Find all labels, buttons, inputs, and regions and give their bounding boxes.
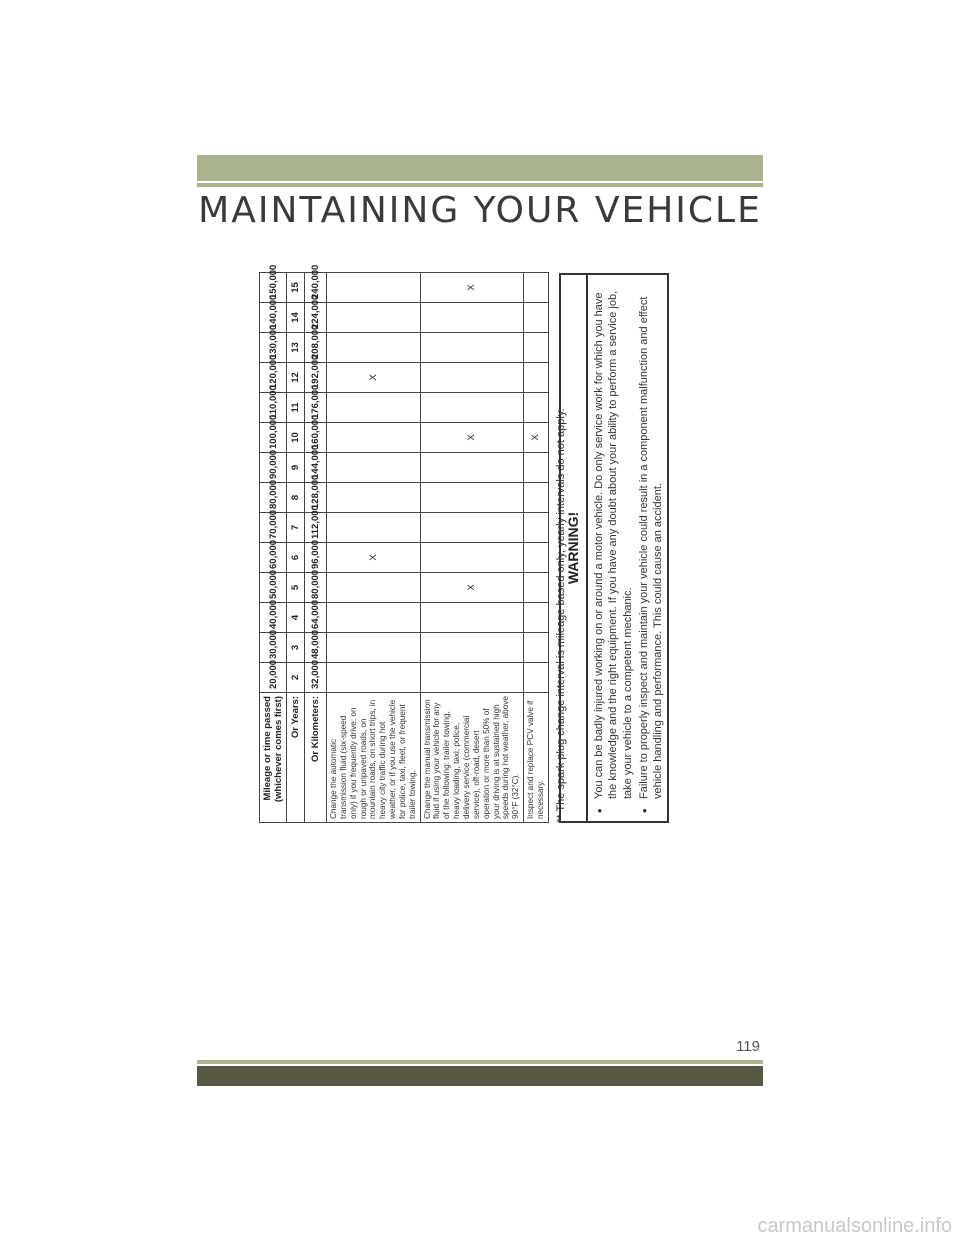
km-row-cell: 176,000: [305, 393, 327, 423]
rotated-content: [259, 264, 669, 823]
warning-title: WARNING!: [561, 275, 588, 821]
service-mark-cell: [524, 303, 549, 333]
years-row-cell: 2: [287, 663, 305, 693]
years-row-cell: 5: [287, 573, 305, 603]
mileage-row-cell: 90,000: [260, 453, 287, 483]
years-row: [287, 273, 305, 823]
mileage-row-cell: 30,000: [260, 633, 287, 663]
service-mark-cell: X: [524, 423, 549, 453]
service-mark-cell: X: [420, 423, 523, 453]
service-mark-cell: [420, 393, 523, 423]
mileage-row-cell: 120,000: [260, 363, 287, 393]
service-mark-cell: [420, 483, 523, 513]
km-row-cell: 128,000: [305, 483, 327, 513]
warning-item: • Failure to properly inspect and maintain your vehicle could result in a component malfunction and effect vehicle handling and performance. This could cause an accident.: [637, 281, 666, 815]
service-mark-cell: [524, 543, 549, 573]
service-mark-cell: [524, 363, 549, 393]
km-row-cell: 192,000: [305, 363, 327, 393]
service-mark-cell: [524, 633, 549, 663]
service-description: Inspect and replace PCV valve if necessary.: [524, 693, 549, 823]
service-mark-cell: [524, 483, 549, 513]
service-mark-cell: [524, 393, 549, 423]
service-mark-cell: [420, 453, 523, 483]
years-row-cell: 14: [287, 303, 305, 333]
header-bar: [197, 155, 763, 181]
service-mark-cell: X: [327, 543, 421, 573]
mileage-row-cell: 100,000: [260, 423, 287, 453]
service-mark-cell: [327, 633, 421, 663]
watermark: carmanualsonline.info: [757, 1215, 952, 1237]
km-row-cell: 144,000: [305, 453, 327, 483]
service-mark-cell: [420, 633, 523, 663]
service-mark-cell: [524, 333, 549, 363]
service-mark-cell: [327, 333, 421, 363]
section-title: MAINTAINING YOUR VEHICLE: [198, 190, 762, 231]
years-row-cell: 8: [287, 483, 305, 513]
table-row: [420, 273, 523, 823]
mileage-row: [260, 273, 287, 823]
years-row-cell: 15: [287, 273, 305, 303]
service-mark-cell: [420, 543, 523, 573]
km-row-cell: 96,000: [305, 543, 327, 573]
km-row-label: Or Kilometers:: [305, 693, 327, 823]
km-row-cell: 64,000: [305, 603, 327, 633]
service-mark-cell: X: [420, 273, 523, 303]
service-mark-cell: [420, 333, 523, 363]
service-mark-cell: [327, 423, 421, 453]
warning-item: • You can be badly injured working on or around a motor vehicle. Do only service work for which you have the knowledge and the right equipment. If you have any doubt about your ability to perform a service job, take your vehicle to a competent mechanic.: [592, 281, 635, 815]
service-mark-cell: [327, 273, 421, 303]
service-mark-cell: [524, 663, 549, 693]
mileage-row-cell: 110,000: [260, 393, 287, 423]
mileage-row-cell: 40,000: [260, 603, 287, 633]
mileage-row-cell: 130,000: [260, 333, 287, 363]
km-row: [305, 273, 327, 823]
service-description: Change the manual transmission fluid if using your vehicle for any of the following: trailer towing, heavy loading, taxi, police, delivery service (commercial service), off-road, desert operation or more than 50% of your driving is at sustained high speeds during hot weather, above 90°F (32°C).: [420, 693, 523, 823]
service-mark-cell: [327, 393, 421, 423]
years-row-cell: 7: [287, 513, 305, 543]
footnote: ** The spark plug change interval is mileage based only, yearly intervals do not apply.: [554, 408, 567, 823]
service-mark-cell: [420, 363, 523, 393]
years-row-cell: 11: [287, 393, 305, 423]
mileage-row-cell: 140,000: [260, 303, 287, 333]
table-row: [524, 273, 549, 823]
km-row-cell: 80,000: [305, 573, 327, 603]
years-row-cell: 10: [287, 423, 305, 453]
mileage-row-cell: 150,000: [260, 273, 287, 303]
service-mark-cell: [327, 453, 421, 483]
service-mark-cell: [327, 603, 421, 633]
mileage-row-cell: 60,000: [260, 543, 287, 573]
header-rule: [197, 183, 763, 187]
service-mark-cell: [524, 273, 549, 303]
service-mark-cell: [524, 573, 549, 603]
years-row-cell: 4: [287, 603, 305, 633]
years-row-cell: 12: [287, 363, 305, 393]
km-row-cell: 48,000: [305, 633, 327, 663]
service-mark-cell: [524, 513, 549, 543]
warning-body: [588, 275, 665, 821]
km-row-cell: 160,000: [305, 423, 327, 453]
km-row-cell: 112,000: [305, 513, 327, 543]
km-row-cell: 224,000: [305, 303, 327, 333]
mileage-row-cell: 50,000: [260, 573, 287, 603]
table-row: [327, 273, 421, 823]
years-row-label: Or Years:: [287, 693, 305, 823]
service-description: Change the automatic transmission fluid (six-speed only) if you frequently drive: on rough or unpaved roads, on mountain roads, on short trips, in heavy city traffic during hot weather, or if you use the vehicle for police, taxi, fleet, or frequent trailer towing.: [327, 693, 421, 823]
service-mark-cell: X: [420, 573, 523, 603]
service-mark-cell: [327, 303, 421, 333]
mileage-row-cell: 70,000: [260, 513, 287, 543]
service-mark-cell: [327, 663, 421, 693]
service-mark-cell: [420, 663, 523, 693]
years-row-cell: 13: [287, 333, 305, 363]
mileage-row-label: Mileage or time passed (whichever comes first): [260, 693, 287, 823]
years-row-cell: 9: [287, 453, 305, 483]
service-mark-cell: [524, 453, 549, 483]
years-row-cell: 3: [287, 633, 305, 663]
service-mark-cell: [420, 603, 523, 633]
maintenance-schedule-table: [259, 264, 549, 823]
mileage-row-cell: 20,000: [260, 663, 287, 693]
service-mark-cell: [420, 513, 523, 543]
footer-bar: [197, 1066, 763, 1086]
service-mark-cell: [420, 303, 523, 333]
service-mark-cell: [327, 513, 421, 543]
page-number: 119: [736, 1038, 760, 1055]
warning-box: [559, 273, 669, 823]
km-row-cell: 240,000: [305, 273, 327, 303]
service-mark-cell: [524, 603, 549, 633]
footer-rule: [197, 1060, 763, 1064]
km-row-cell: 208,000: [305, 333, 327, 363]
service-mark-cell: X: [327, 363, 421, 393]
mileage-row-cell: 80,000: [260, 483, 287, 513]
service-mark-cell: [327, 483, 421, 513]
service-mark-cell: [327, 573, 421, 603]
years-row-cell: 6: [287, 543, 305, 573]
km-row-cell: 32,000: [305, 663, 327, 693]
